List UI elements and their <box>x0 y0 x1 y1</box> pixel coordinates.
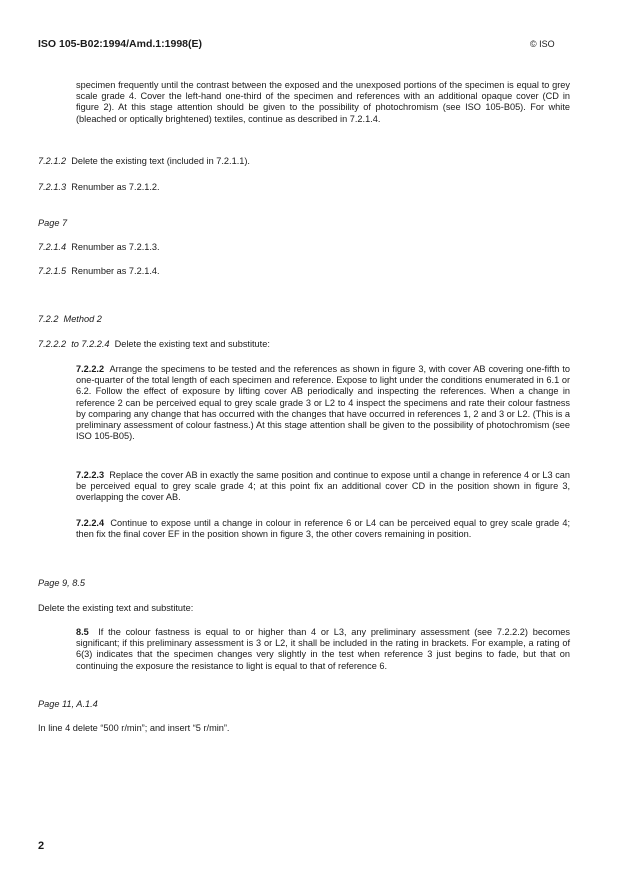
item-ref: 7.2.2.2 to 7.2.2.4 <box>38 339 110 349</box>
clause-text: Replace the cover AB in exactly the same position and continue to expose until a change in reference 4 or L3 can be perceived equal to grey scale grade 4; at this point fix an additional cover CD in the position shown in figure 3, overlapping the cover AB. <box>76 470 571 503</box>
item-7-2-2-2-to-4 <box>38 339 570 350</box>
clause-number: 7.2.2.3 <box>76 470 105 480</box>
clause-text: Arrange the specimens to be tested and the references as shown in figure 3, with cover AB covering one-fifth to one-quarter of the total length of each specimen and reference. Expose to light under the conditions enumerated in 6.1 or 6.2. Follow the effect of exposure by lifting cover AB periodically and inspecting the references. When a change in reference 2 can be perceived equal to grey scale grade 3 or L2 to 4 inspect the specimens and rate their colour fastness by comparing any change that has occurred with the changes that have occurred in references 1, 2 and 3 or L2. (This is a preliminary assessment of colour fastness.) At this stage attention shall be given to the possibility of photochromism (see ISO 105-B05). <box>76 364 570 442</box>
item-text: Renumber as 7.2.1.3. <box>71 242 160 252</box>
document-id: ISO 105-B02:1994/Amd.1:1998(E) <box>38 38 202 50</box>
item-7-2-1-5 <box>38 266 570 277</box>
method-2-heading: 7.2.2 Method 2 <box>38 314 102 324</box>
page-9-instruction: Delete the existing text and substitute: <box>38 603 194 613</box>
clause-number: 7.2.2.4 <box>76 518 105 528</box>
item-ref: 7.2.1.4 <box>38 242 67 252</box>
page-7-ref: Page 7 <box>38 218 68 228</box>
item-text: Renumber as 7.2.1.2. <box>71 182 160 192</box>
clause-text: If the colour fastness is equal to or higher than 4 or L3, any preliminary assessment (see 7.2.2.2) becomes significant; if this preliminary assessment is 3 or L2, it shall be included in the rating in brackets. For example, a rating of 6(3) indicates that the specimen changes very slightly in the test when reference 3 just begins to fade, but that on continuing the exposure the resistance to light is equal to that of reference 6. <box>76 627 570 671</box>
clause-number: 7.2.2.2 <box>76 364 105 374</box>
page-11-instruction: In line 4 delete “500 r/min”; and insert “5 r/min”. <box>38 723 230 733</box>
copyright-notice: © ISO <box>530 39 555 49</box>
clause-text: Continue to expose until a change in colour in reference 6 or L4 can be perceived equal to grey scale grade 4; then fix the final cover EF in the position shown in figure 3, the other covers remaining in position. <box>76 518 570 540</box>
page-number: 2 <box>38 840 45 852</box>
clause-7-2-2-4 <box>76 518 570 540</box>
clause-7-2-2-2 <box>76 364 570 442</box>
item-7-2-1-2 <box>38 156 570 167</box>
intro-paragraph: specimen frequently until the contrast between the exposed and the unexposed portions of the specimen is equal to grey scale grade 4. Cover the left-hand one-third of the specimen and references with an additional opaque cover (CD in figure 2). At this stage attention should be given to the possibility of photochromism (see ISO 105-B05). For white (bleached or optically brightened) textiles, continue as described in 7.2.1.4. <box>76 80 570 124</box>
item-7-2-1-3 <box>38 182 570 193</box>
item-7-2-1-4 <box>38 242 570 253</box>
clause-7-2-2-3 <box>76 470 570 504</box>
page-9-ref: Page 9, 8.5 <box>38 578 85 588</box>
page-11-ref: Page 11, A.1.4 <box>38 699 98 709</box>
item-text: Renumber as 7.2.1.4. <box>71 266 160 276</box>
clause-8-5 <box>76 627 570 672</box>
item-ref: 7.2.1.2 <box>38 156 67 166</box>
clause-number: 8.5 <box>76 627 89 637</box>
item-text: Delete the existing text (included in 7.2.1.1). <box>71 156 250 166</box>
item-text: Delete the existing text and substitute: <box>114 339 270 349</box>
item-ref: 7.2.1.5 <box>38 266 67 276</box>
item-ref: 7.2.1.3 <box>38 182 67 192</box>
